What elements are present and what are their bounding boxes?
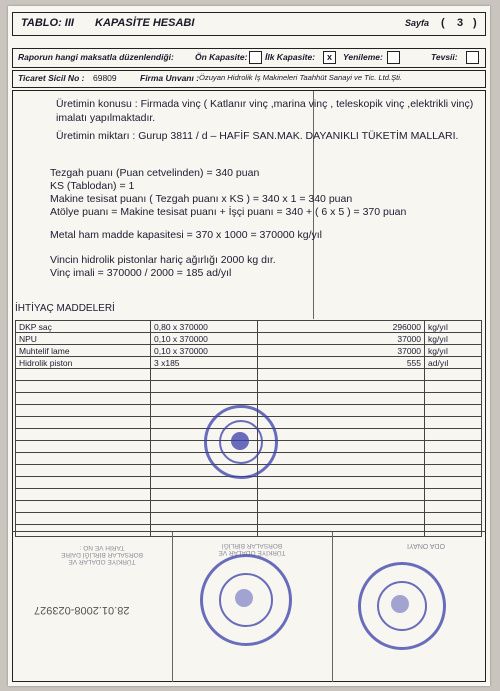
page-number: 3 <box>457 17 464 29</box>
firm-value: Özuyan Hidrolik İş Makineleri Taahhüt Sanayi ve Tic. Ltd.Şti. <box>199 73 403 82</box>
needs-empty-row <box>16 501 482 513</box>
page-paren-close: ) <box>473 17 477 29</box>
left-approval-heading: TÜRKİYE ODALAR VE BORSALAR BİRLİĞİ DAİRE TARİH VE NO : <box>61 544 143 565</box>
needs-item-amount: 37000 <box>258 333 425 345</box>
production-amount: Üretimin miktarı : Gurup 3811 / d – HAFİF SAN.MAK. DAYANIKLI TÜKETİM MALLARI. <box>56 130 459 142</box>
ks-value: KS (Tablodan) = 1 <box>50 180 135 192</box>
page-paren-open: ( <box>441 17 445 29</box>
purpose-question: Raporun hangi maksatla düzenlendiği: <box>18 52 174 62</box>
needs-empty-row <box>16 369 482 381</box>
production-subject-line1: Üretimin konusu : Firmada vinç ( Katlanır vinç ,marina vinç , teleskopik vinç ,elektrikli vinç) <box>56 98 474 110</box>
option-yenileme-checkbox[interactable] <box>387 51 400 64</box>
needs-item-name: DKP saç <box>16 321 151 333</box>
option-ilk-kapasite-label: İlk Kapasite: <box>265 52 316 62</box>
needs-row <box>16 357 482 369</box>
column-divider <box>313 91 314 319</box>
firm-row <box>12 70 486 88</box>
needs-row <box>16 333 482 345</box>
page-label: Sayfa <box>405 18 430 28</box>
needs-item-unit: kg/yıl <box>425 321 482 333</box>
option-tevsii-checkbox[interactable] <box>466 51 479 64</box>
needs-empty-row <box>16 393 482 405</box>
approval-date-number: 28.01.2008-023927 <box>34 604 130 616</box>
registry-label: Ticaret Sicil No : <box>18 73 85 83</box>
needs-row <box>16 321 482 333</box>
needs-row <box>16 345 482 357</box>
needs-item-formula: 3 x185 <box>151 357 258 369</box>
chamber-approval-stamp <box>358 562 446 650</box>
report-title: KAPASİTE HESABI <box>95 17 195 29</box>
option-ilk-kapasite-checkbox[interactable]: x <box>323 51 336 64</box>
needs-item-formula: 0,10 x 370000 <box>151 345 258 357</box>
needs-empty-row <box>16 381 482 393</box>
needs-heading: İHTİYAÇ MADDELERİ <box>15 303 115 314</box>
option-on-kapasite-checkbox[interactable] <box>249 51 262 64</box>
purpose-row <box>12 48 486 68</box>
chamber-seal-stamp <box>204 405 278 479</box>
option-yenileme-label: Yenileme: <box>343 52 383 62</box>
needs-item-formula: 0,80 x 370000 <box>151 321 258 333</box>
mid-approval-heading: TÜRKİYE ODALAR VE BORSALAR BİRLİĞİ <box>218 542 286 556</box>
needs-item-formula: 0,10 x 370000 <box>151 333 258 345</box>
needs-item-unit: kg/yıl <box>425 345 482 357</box>
registry-value: 69809 <box>93 73 117 83</box>
needs-item-amount: 37000 <box>258 345 425 357</box>
needs-item-name: Muhtelif lame <box>16 345 151 357</box>
needs-item-unit: kg/yıl <box>425 333 482 345</box>
machine-points: Makine tesisat puanı ( Tezgah puanı x KS ) = 340 x 1 = 340 puan <box>50 193 353 205</box>
firm-label: Firma Unvanı : <box>140 73 200 83</box>
document-page <box>8 6 490 686</box>
needs-empty-row <box>16 477 482 489</box>
workshop-points: Atölye puanı = Makine tesisat puanı + İşçi puanı = 340 + ( 6 x 5 ) = 370 puan <box>50 206 407 218</box>
bench-points: Tezgah puanı (Puan cetvelinden) = 340 puan <box>50 167 260 179</box>
crane-weight: Vincin hidrolik pistonlar hariç ağırlığı 2000 kg dır. <box>50 254 276 266</box>
tobb-stamp-middle <box>200 554 292 646</box>
crane-production: Vinç imali = 370000 / 2000 = 185 ad/yıl <box>50 267 232 279</box>
needs-item-unit: ad/yıl <box>425 357 482 369</box>
right-approval-heading: ODA ONAYI <box>407 542 445 549</box>
option-tevsii-label: Tevsii: <box>431 52 458 62</box>
needs-empty-row <box>16 489 482 501</box>
metal-capacity: Metal ham madde kapasitesi = 370 x 1000 = 370000 kg/yıl <box>50 229 323 241</box>
needs-empty-row <box>16 513 482 525</box>
needs-item-name: Hidrolik piston <box>16 357 151 369</box>
needs-item-amount: 296000 <box>258 321 425 333</box>
header-row <box>12 12 486 36</box>
option-on-kapasite-label: Ön Kapasite: <box>195 52 248 62</box>
production-subject-line2: imalatı yapılmaktadır. <box>56 112 156 124</box>
needs-item-name: NPU <box>16 333 151 345</box>
table-title: TABLO: III <box>21 17 74 29</box>
needs-item-amount: 555 <box>258 357 425 369</box>
